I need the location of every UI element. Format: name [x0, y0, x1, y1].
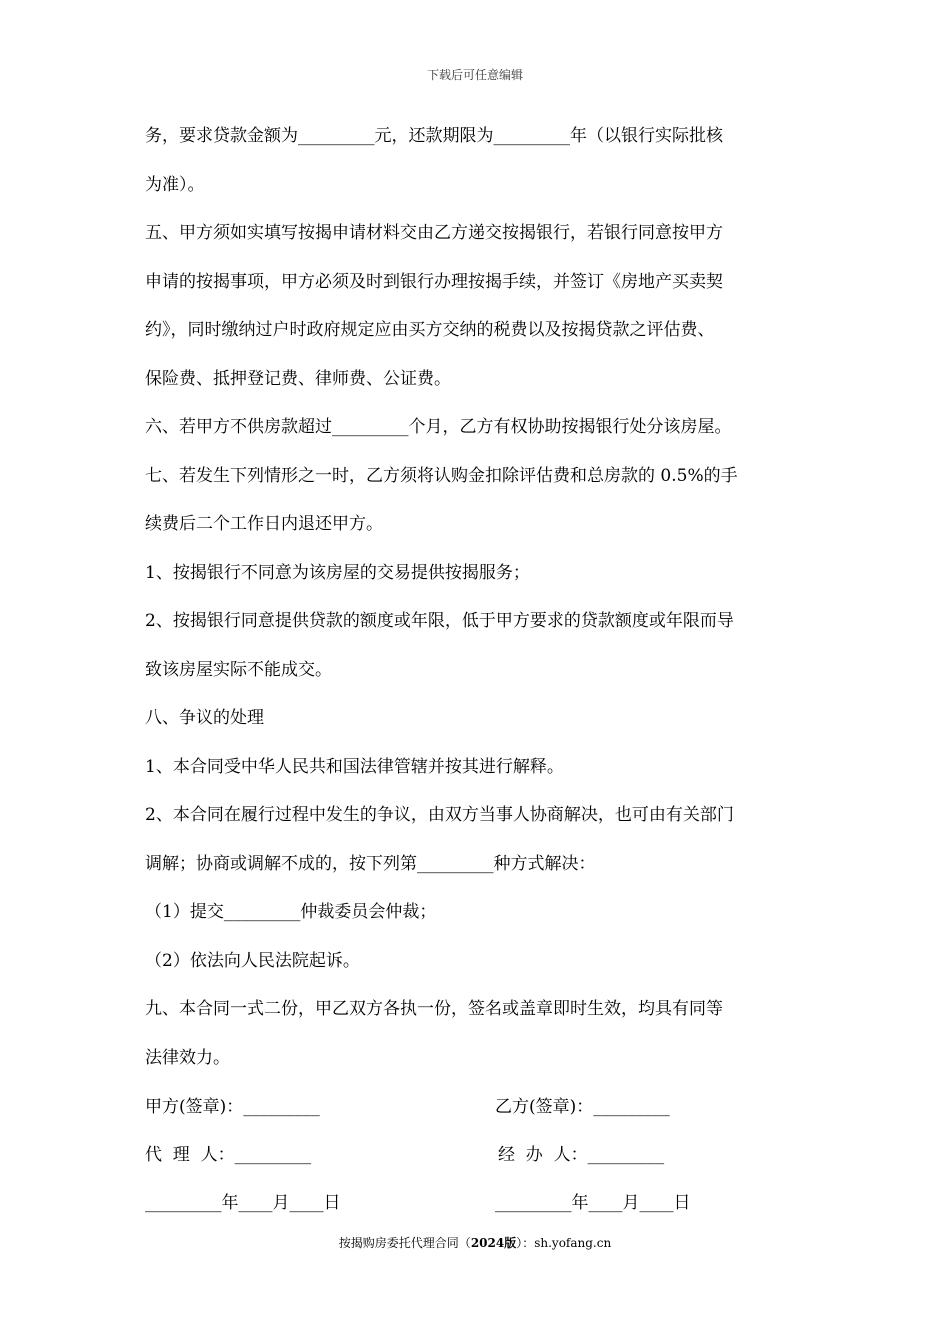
body-line: （2）依法向人民法院起诉。: [145, 950, 360, 971]
section-heading: 八、争议的处理: [145, 708, 264, 728]
body-line: 六、若甲方不供房款超过_________个月，乙方有权协助按揭银行处分该房屋。: [145, 417, 732, 437]
body-line: 法律效力。: [145, 1047, 230, 1068]
body-line: 九、本合同一式二份，甲乙双方各执一份，签名或盖章即时生效，均具有同等: [145, 999, 723, 1019]
signature-row-parties: [145, 1092, 810, 1122]
body-line: 1、按揭银行不同意为该房屋的交易提供按揭服务；: [145, 562, 530, 583]
party-a-signature: 甲方(签章)：_________: [145, 1097, 320, 1117]
page-footer: [0, 1234, 950, 1251]
page-header-note: 下载后可任意编辑: [426, 68, 523, 82]
handler-signature: 经 办 人：_________: [498, 1145, 665, 1165]
body-line: 务，要求贷款金额为_________元，还款期限为_________年（以银行实际批核: [145, 126, 723, 146]
body-line: 七、若发生下列情形之一时，乙方须将认购金扣除评估费和总房款的 0.5%的手: [145, 465, 738, 486]
body-line: 调解；协商或调解不成的，按下列第_________种方式解决：: [145, 853, 596, 874]
signature-row-agents: [145, 1140, 810, 1170]
body-line: 2、本合同在履行过程中发生的争议，由双方当事人协商解决，也可由有关部门: [145, 805, 734, 825]
body-line: 2、按揭银行同意提供贷款的额度或年限，低于甲方要求的贷款额度或年限而导: [145, 611, 734, 631]
date-right: _________年____月____日: [495, 1193, 691, 1213]
signature-row-dates: [145, 1188, 810, 1218]
body-line: 五、甲方须如实填写按揭申请材料交由乙方递交按揭银行，若银行同意按甲方: [145, 223, 723, 243]
body-line: 为准）。: [145, 174, 205, 195]
body-line: 致该房屋实际不能成交。: [145, 659, 332, 680]
footer-year: 2024版: [470, 1236, 517, 1250]
body-line: 申请的按揭事项，甲方必须及时到银行办理按揭手续，并签订《房地产买卖契: [145, 271, 723, 292]
body-line: （1）提交_________仲裁委员会仲裁；: [145, 902, 437, 922]
body-line: 1、本合同受中华人民共和国法律管辖并按其进行解释。: [145, 756, 564, 777]
contract-body: [145, 112, 810, 1082]
body-line: 保险费、抵押登记费、律师费、公证费。: [145, 368, 451, 389]
agent-signature: 代 理 人：_________: [145, 1145, 312, 1165]
date-left: _________年____月____日: [145, 1193, 341, 1213]
body-line: 约》，同时缴纳过户时政府规定应由买方交纳的税费以及按揭贷款之评估费、: [145, 320, 715, 340]
party-b-signature: 乙方(签章)：_________: [495, 1097, 670, 1117]
body-line: 续费后二个工作日内退还甲方。: [145, 514, 383, 534]
footer-title-prefix: 按揭购房委托代理合同（: [338, 1236, 471, 1250]
footer-title-suffix: ）：sh.yofang.cn: [516, 1236, 612, 1250]
